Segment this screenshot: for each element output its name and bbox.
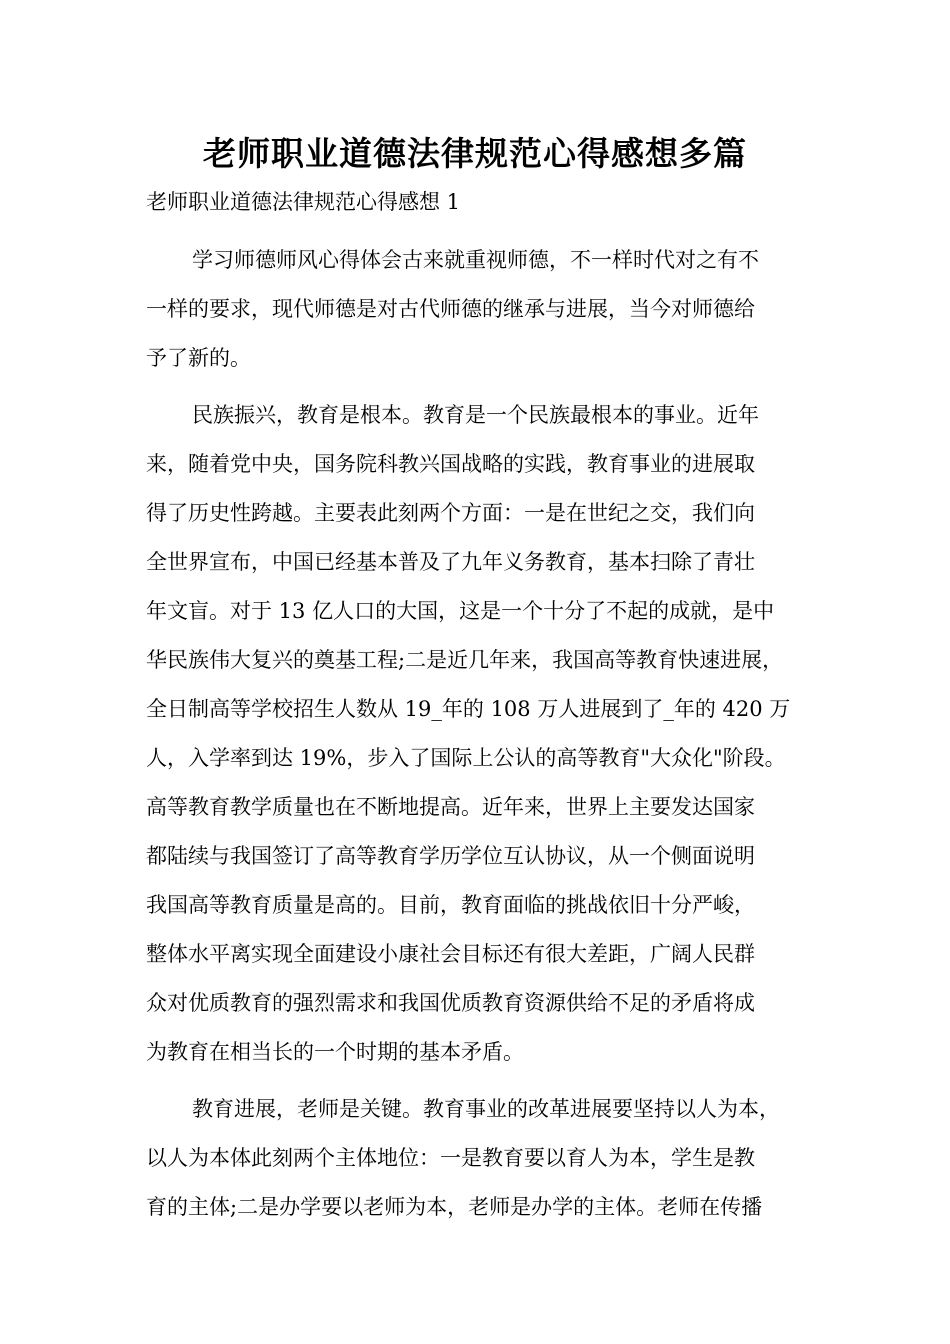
paragraph-line: 育的主体;二是办学要以老师为本，老师是办学的主体。老师在传播: [146, 1195, 763, 1219]
paragraph-line: 年文盲。对于 13 亿人口的大国，这是一个十分了不起的成就，是中: [146, 599, 775, 623]
paragraph-line: 来，随着党中央，国务院科教兴国战略的实践，教育事业的进展取: [146, 452, 755, 476]
section-subtitle: 老师职业道德法律规范心得感想 1: [146, 190, 461, 214]
paragraph-line: 高等教育教学质量也在不断地提高。近年来，世界上主要发达国家: [146, 795, 755, 819]
paragraph-line: 为教育在相当长的一个时期的基本矛盾。: [146, 1040, 524, 1064]
paragraph-line: 得了历史性跨越。主要表此刻两个方面：一是在世纪之交，我们向: [146, 501, 755, 525]
paragraph-line: 一样的要求，现代师德是对古代师德的继承与进展，当今对师德给: [146, 297, 755, 321]
paragraph-line: 整体水平离实现全面建设小康社会目标还有很大差距，广阔人民群: [146, 942, 755, 966]
paragraph-line: 以人为本体此刻两个主体地位：一是教育要以育人为本，学生是教: [146, 1146, 755, 1170]
document-title: 老师职业道德法律规范心得感想多篇: [203, 134, 747, 173]
paragraph-line: 华民族伟大复兴的奠基工程;二是近几年来，我国高等教育快速进展，: [146, 648, 784, 672]
paragraph-line: 都陆续与我国签订了高等教育学历学位互认协议，从一个侧面说明: [146, 844, 755, 868]
paragraph-line: 教育进展，老师是关键。教育事业的改革进展要坚持以人为本，: [192, 1097, 780, 1121]
paragraph-line: 民族振兴，教育是根本。教育是一个民族最根本的事业。近年: [192, 403, 759, 427]
paragraph-2: [146, 391, 810, 1077]
paragraph-line: 我国高等教育质量是高的。目前，教育面临的挑战依旧十分严峻，: [146, 893, 755, 917]
document-body: [146, 236, 810, 1240]
paragraph-1: [146, 236, 810, 383]
paragraph-line: 全世界宣布，中国已经基本普及了九年义务教育，基本扫除了青壮: [146, 550, 755, 574]
paragraph-line: 全日制高等学校招生人数从 19_年的 108 万人进展到了_年的 420 万: [146, 697, 791, 721]
paragraph-line: 予了新的。: [146, 346, 251, 370]
paragraph-line: 学习师德师风心得体会古来就重视师德，不一样时代对之有不: [192, 248, 759, 272]
paragraph-line: 人，入学率到达 19%，步入了国际上公认的高等教育"大众化"阶段。: [146, 746, 786, 770]
paragraph-line: 众对优质教育的强烈需求和我国优质教育资源供给不足的矛盾将成: [146, 991, 755, 1015]
paragraph-3: [146, 1085, 810, 1232]
